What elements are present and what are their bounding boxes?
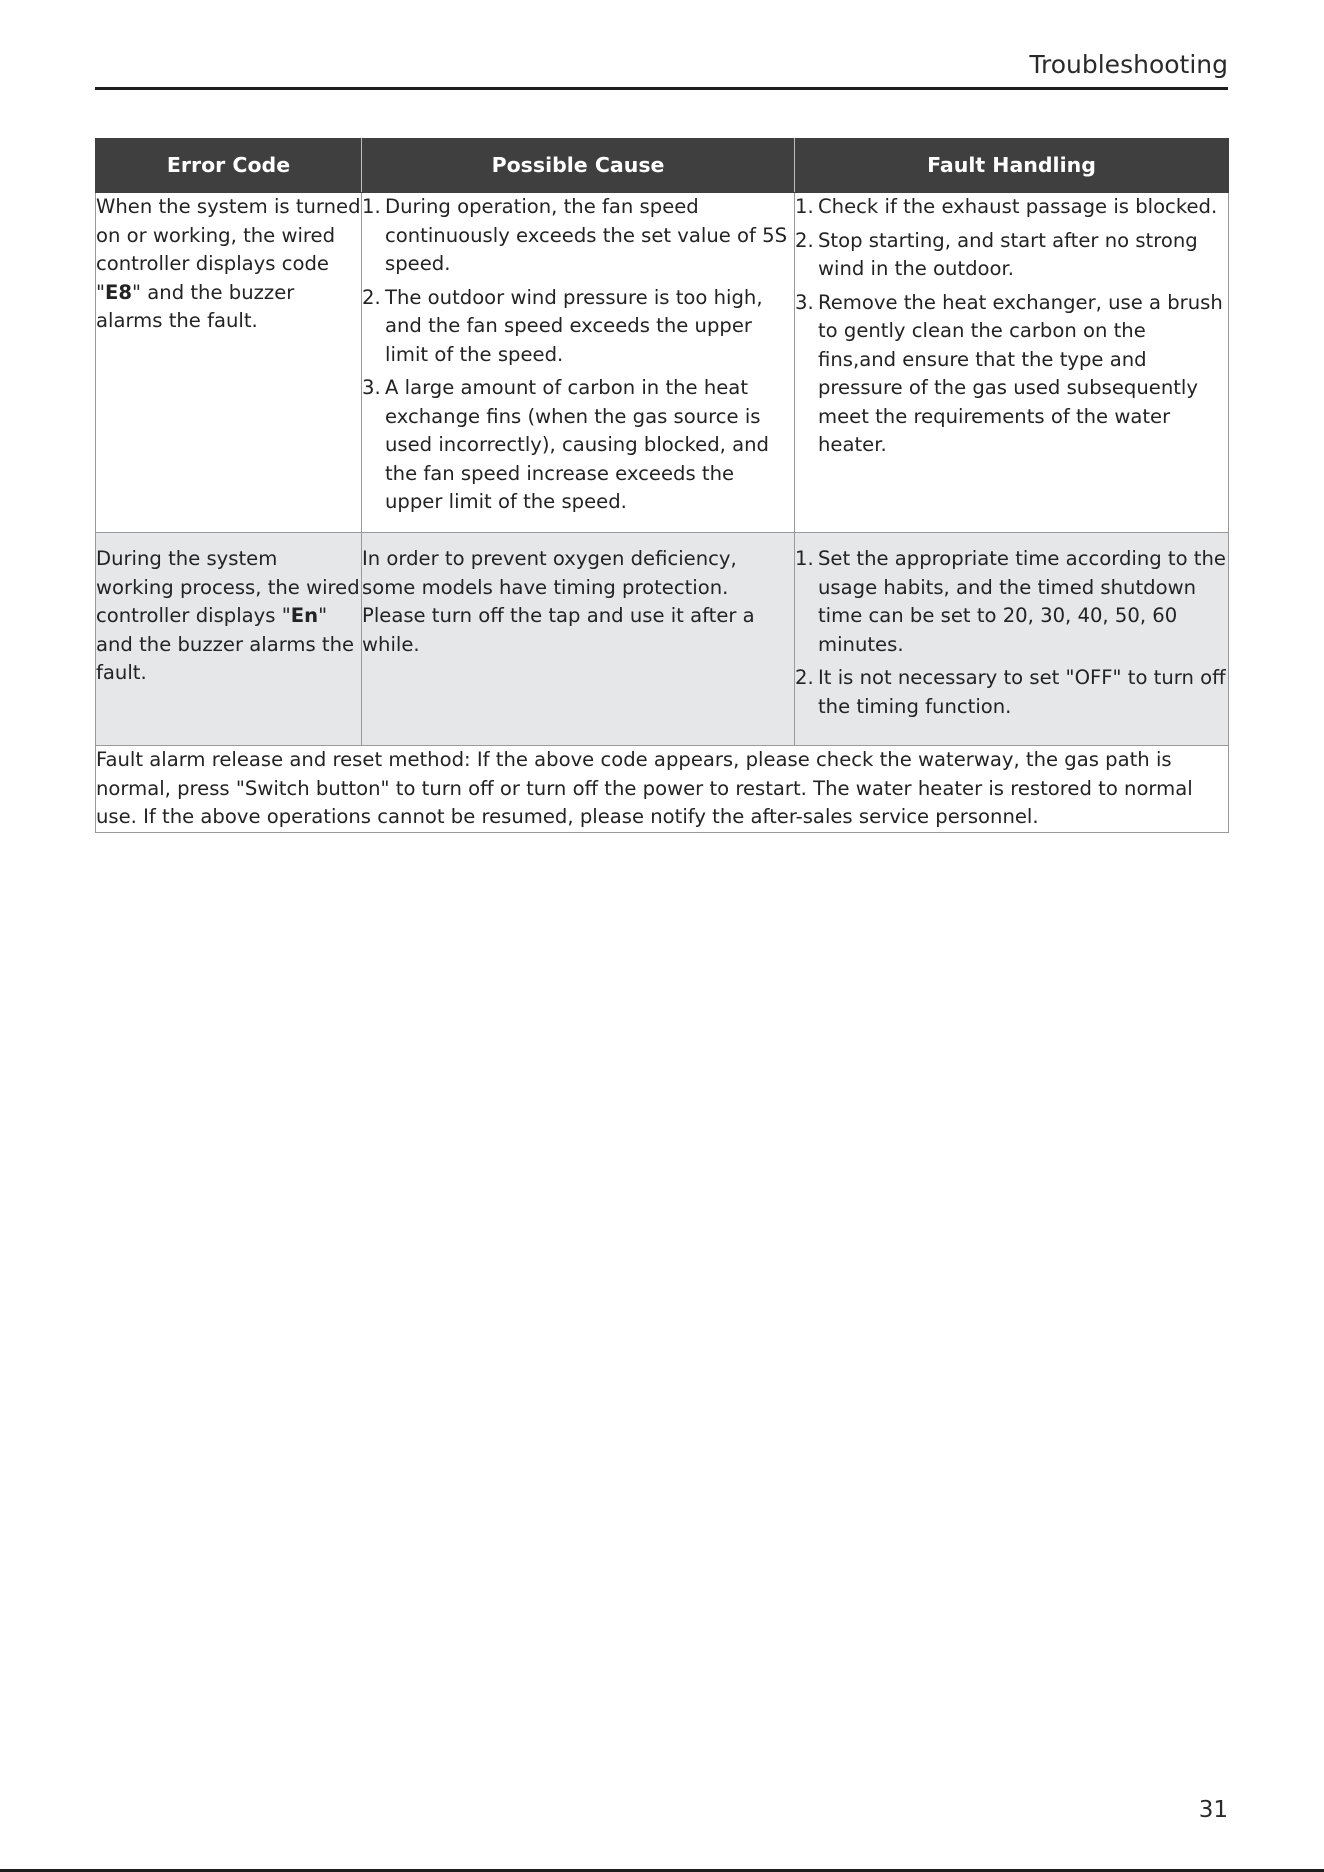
error-code: E8 [105, 280, 133, 304]
item-text: A large amount of carbon in the heat exchange fins (when the gas source is used incorrectly), causing blocked, and the fan speed increase exceeds the upper limit of the speed. [385, 376, 769, 513]
error-code: En [290, 604, 319, 627]
header-divider [95, 87, 1228, 90]
error-code-cell [96, 193, 362, 533]
item-number: 1. [795, 195, 814, 218]
column-header-fault-handling: Fault Handling [795, 139, 1229, 193]
list-item [795, 664, 1228, 721]
list-item [795, 193, 1228, 222]
fault-handling-cell [795, 193, 1229, 533]
table-row [96, 533, 1229, 746]
fault-handling-cell [795, 533, 1229, 746]
cause-list [362, 193, 794, 517]
possible-cause-cell [362, 533, 795, 746]
item-text: Check if the exhaust passage is blocked. [818, 195, 1218, 218]
section-title: Troubleshooting [1029, 50, 1228, 79]
item-number: 2. [362, 285, 381, 309]
item-text: Stop starting, and start after no strong wind in the outdoor. [818, 228, 1198, 280]
item-number: 2. [795, 228, 814, 252]
column-header-error-code: Error Code [96, 139, 362, 193]
list-item [795, 545, 1228, 659]
item-number: 1. [362, 195, 381, 218]
handling-list [795, 545, 1228, 721]
item-text: The outdoor wind pressure is too high, and the fan speed exceeds the upper limit of the speed. [385, 285, 763, 366]
item-text: Set the appropriate time according to the usage habits, and the timed shutdown time can be set to 20, 30, 40, 50, 60 minutes. [818, 547, 1226, 656]
code-text-after: " and the buzzer alarms the fault. [96, 280, 295, 332]
table-note-row [96, 746, 1229, 833]
list-item [795, 227, 1228, 284]
reset-method-note: Fault alarm release and reset method: If the above code appears, please check the waterway, the gas path is normal, press "Switch button" to turn off or turn off the power to restart. The water heater is restored to normal use. If the above operations cannot be resumed, please notify the after-sales service personnel. [96, 746, 1229, 833]
item-number: 3. [795, 290, 814, 314]
item-text: Remove the heat exchanger, use a brush to gently clean the carbon on the fins,and ensure that the type and pressure of the gas used subsequently meet the requirements of the water heater. [818, 290, 1223, 456]
table-header-row [96, 139, 1229, 193]
error-code-cell [96, 533, 362, 746]
column-header-possible-cause: Possible Cause [362, 139, 795, 193]
item-number: 2. [795, 666, 814, 689]
item-text: It is not necessary to set "OFF" to turn off the timing function. [818, 666, 1226, 718]
item-text: During operation, the fan speed continuously exceeds the set value of 5S speed. [385, 195, 788, 275]
possible-cause-cell [362, 193, 795, 533]
troubleshooting-table [95, 138, 1229, 833]
page-number: 31 [1198, 1797, 1228, 1823]
list-item [362, 374, 794, 517]
item-number: 3. [362, 376, 381, 399]
handling-list [795, 193, 1228, 460]
list-item [362, 284, 794, 370]
list-item [362, 193, 794, 279]
code-text-after: " and the buzzer alarms the fault. [96, 604, 355, 684]
cause-text: In order to prevent oxygen deficiency, some models have timing protection. Please turn off the tap and use it after a while. [362, 547, 755, 656]
list-item [795, 289, 1228, 460]
item-number: 1. [795, 547, 814, 570]
table-row [96, 193, 1229, 533]
code-text-before: During the system working process, the wired controller displays " [96, 547, 360, 627]
code-text-before: When the system is turned on or working, the wired controller displays code " [96, 195, 361, 304]
